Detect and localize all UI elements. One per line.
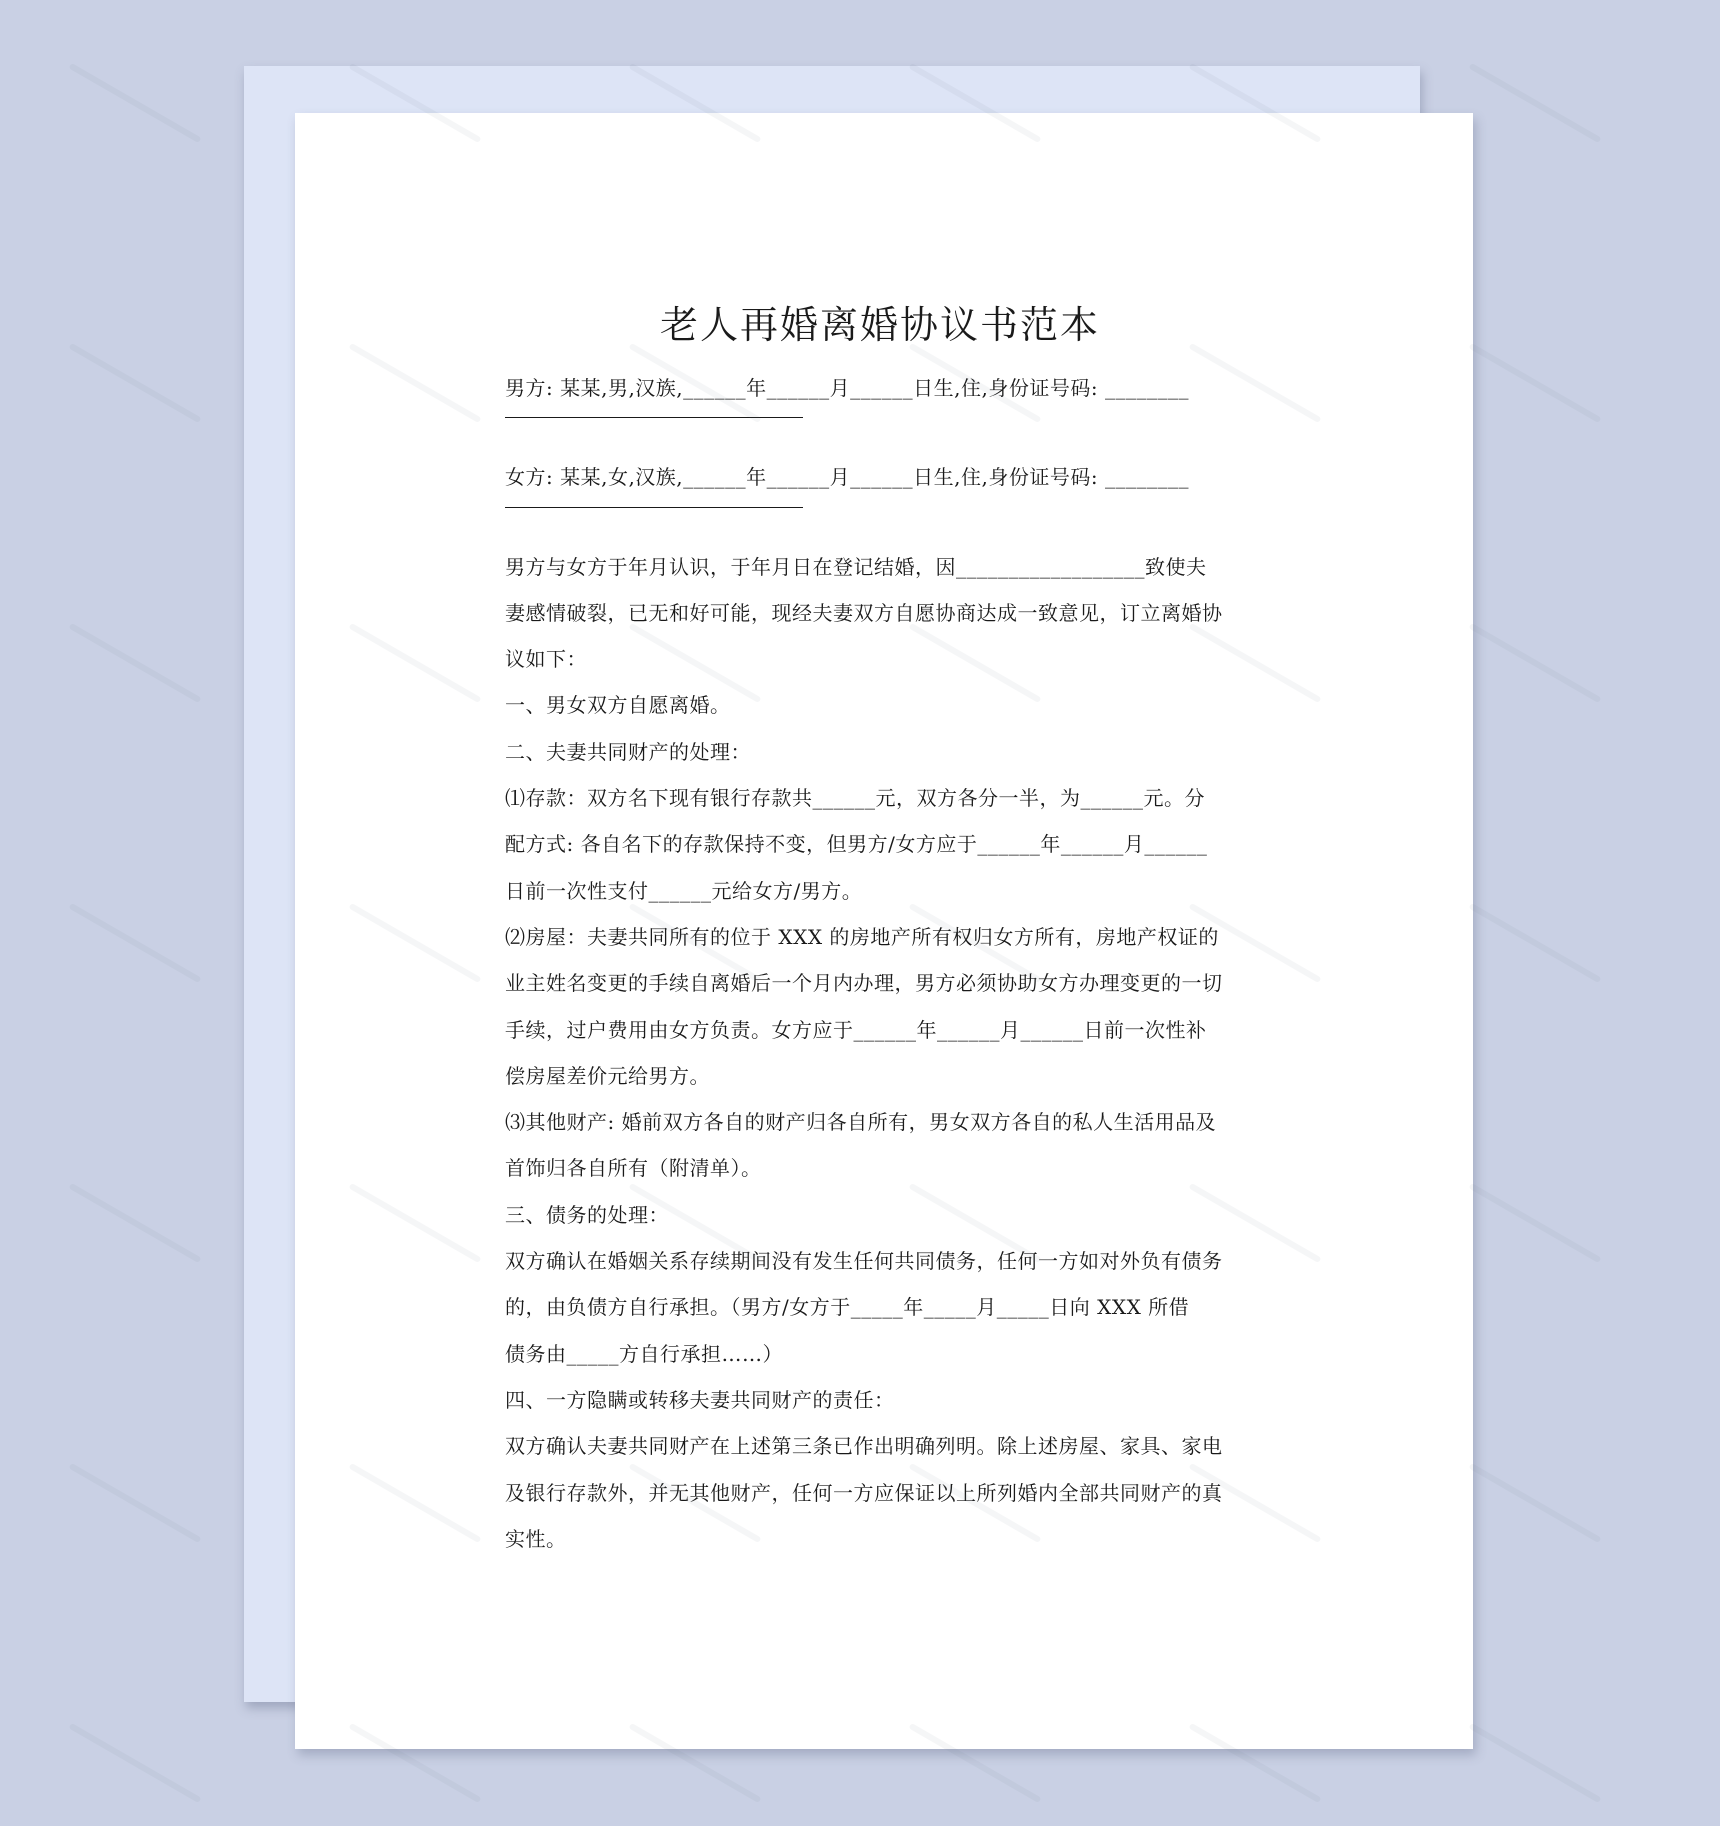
watermark-mark [1469,1723,1602,1803]
text-line: 偿房屋差价元给男方。 [505,1063,710,1088]
document-title: 老人再婚离婚协议书范本 [659,303,1100,347]
text-line: 及银行存款外，并无其他财产，任何一方应保证以上所列婚内全部共同财产的真 [505,1480,1223,1505]
text-line: ⑵房屋：夫妻共同所有的位于 XXX 的房地产所有权归女方所有，房地产权证的 [505,924,1219,949]
text-line: 债务由_____方自行承担……） [505,1341,783,1366]
watermark-mark [1469,1463,1602,1543]
watermark-mark [69,1463,202,1543]
blank-underline [505,507,803,508]
watermark-mark [1469,1183,1602,1263]
text-line: 双方确认夫妻共同财产在上述第三条已作出明确列明。除上述房屋、家具、家电 [505,1434,1223,1459]
section-heading: 二、夫妻共同财产的处理： [505,739,751,764]
text-line: 业主姓名变更的手续自离婚后一个月内办理，男方必须协助女方办理变更的一切 [505,971,1223,996]
blank-underline [505,417,803,418]
text-line: 首饰归各自所有（附清单）。 [505,1156,762,1181]
document-body [505,303,1255,1562]
text-line: 女方: 某某,女,汉族,______年______月______日生,住,身份证号码: ________ [505,465,1189,490]
text-line: 男方与女方于年月认识，于年月日在登记结婚，因__________________致使夫 [505,554,1207,579]
text-line: ⑴存款：双方名下现有银行存款共______元，双方各分一半，为______元。分 [505,786,1205,811]
text-line: 男方: 某某,男,汉族,______年______月______日生,住,身份证号码: ________ [505,376,1189,400]
document-page [295,113,1473,1749]
watermark-mark [1469,623,1602,703]
text-line: 日前一次性支付______元给女方/男方。 [505,878,863,903]
watermark-mark [69,343,202,423]
watermark-mark [1469,63,1602,143]
watermark-mark [69,63,202,143]
section-heading: 三、债务的处理： [505,1202,669,1227]
text-line: 的，由负债方自行承担。（男方/女方于_____年_____月_____日向 XXX 所借 [505,1295,1190,1320]
text-line: ⑶其他财产: 婚前双方各自的财产归各自所有，男女双方各自的私人生活用品及 [505,1110,1217,1135]
watermark-mark [1469,343,1602,423]
watermark-mark [1469,903,1602,983]
watermark-mark [69,1183,202,1263]
text-line: 妻感情破裂，已无和好可能，现经夫妻双方自愿协商达成一致意见，订立离婚协 [505,600,1223,625]
text-line: 实性。 [505,1526,567,1551]
text-line: 双方确认在婚姻关系存续期间没有发生任何共同债务，任何一方如对外负有债务 [505,1249,1223,1274]
text-line: 手续，过户费用由女方负责。女方应于______年______月______日前一次性补 [505,1017,1207,1042]
section-heading: 四、一方隐瞒或转移夫妻共同财产的责任： [505,1387,895,1412]
section-heading: 一、男女双方自愿离婚。 [505,693,731,718]
watermark-mark [69,903,202,983]
watermark-mark [69,1723,202,1803]
text-line: 配方式: 各自名下的存款保持不变，但男方/女方应于______年______月______ [505,832,1208,857]
watermark-mark [69,623,202,703]
text-line: 议如下： [505,647,587,672]
